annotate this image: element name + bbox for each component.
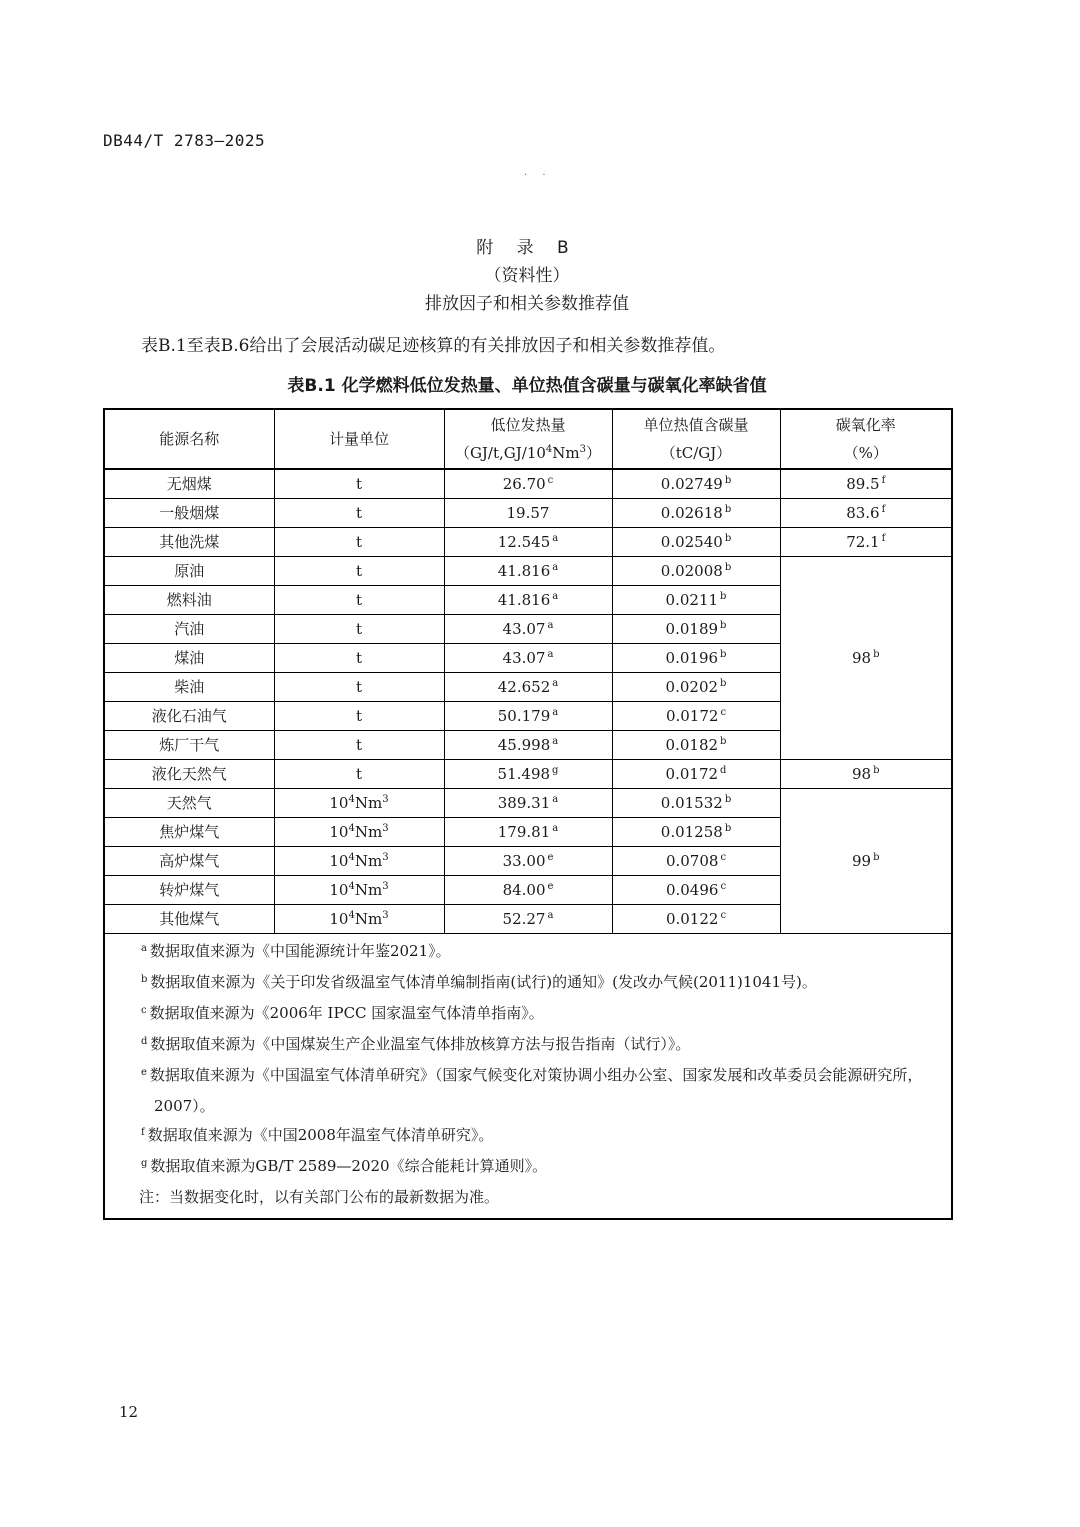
cell-unit: $10^4Nm^3$ bbox=[274, 789, 444, 818]
cell-unit: $10^4Nm^3$ bbox=[274, 905, 444, 934]
cell-energy-name: 其他煤气 bbox=[104, 905, 274, 934]
cell-carbon-content: 0.0196 $^b$ bbox=[612, 644, 780, 673]
cell-carbon-content: 0.01532 $^b$ bbox=[612, 789, 780, 818]
cell-unit: $10^4Nm^3$ bbox=[274, 847, 444, 876]
cell-unit: t bbox=[274, 557, 444, 586]
header-unit: 计量单位 bbox=[274, 409, 444, 469]
cell-heat-value: 179.81 $^a$ bbox=[444, 818, 612, 847]
cell-energy-name: 汽油 bbox=[104, 615, 274, 644]
cell-unit: t bbox=[274, 731, 444, 760]
footnote-g: $^g$ 数据取值来源为GB/T 2589—2020《综合能耗计算通则》。 bbox=[141, 1157, 548, 1175]
cell-carbon-content: 0.02008 $^b$ bbox=[612, 557, 780, 586]
cell-oxidation-rate-merged-oil: 98 $^b$ bbox=[780, 557, 952, 760]
cell-energy-name: 液化天然气 bbox=[104, 760, 274, 789]
cell-heat-value: 19.57 bbox=[444, 499, 612, 528]
cell-heat-value: 45.998 $^a$ bbox=[444, 731, 612, 760]
cell-heat-value: 41.816 $^a$ bbox=[444, 557, 612, 586]
cell-energy-name: 液化石油气 bbox=[104, 702, 274, 731]
cell-unit: t bbox=[274, 702, 444, 731]
cell-unit: t bbox=[274, 673, 444, 702]
cell-heat-value: 33.00 $^e$ bbox=[444, 847, 612, 876]
cell-energy-name: 天然气 bbox=[104, 789, 274, 818]
table-row bbox=[104, 557, 952, 586]
table-row bbox=[104, 760, 952, 789]
cell-heat-value: 389.31 $^a$ bbox=[444, 789, 612, 818]
cell-unit: $10^4Nm^3$ bbox=[274, 818, 444, 847]
cell-unit: t bbox=[274, 499, 444, 528]
cell-heat-value: 41.816 $^a$ bbox=[444, 586, 612, 615]
cell-energy-name: 无烟煤 bbox=[104, 469, 274, 499]
cell-energy-name: 高炉煤气 bbox=[104, 847, 274, 876]
page-number: 12 bbox=[119, 1403, 139, 1421]
cell-energy-name: 焦炉煤气 bbox=[104, 818, 274, 847]
cell-energy-name: 转炉煤气 bbox=[104, 876, 274, 905]
header-heat-line2: $(GJ/t,GJ/10^4Nm^3)$ bbox=[454, 444, 602, 462]
cell-heat-value: 42.652 $^a$ bbox=[444, 673, 612, 702]
document-code: DB44/T 2783—2025 bbox=[103, 131, 266, 150]
cell-unit: $10^4Nm^3$ bbox=[274, 876, 444, 905]
cell-energy-name: 原油 bbox=[104, 557, 274, 586]
table-header-row bbox=[104, 409, 952, 469]
cell-unit: t bbox=[274, 615, 444, 644]
cell-unit: t bbox=[274, 586, 444, 615]
cell-carbon-content: 0.0496 $^c$ bbox=[612, 876, 780, 905]
intro-paragraph: 表B.1至表B.6给出了会展活动碳足迹核算的有关排放因子和相关参数推荐值。 bbox=[141, 336, 726, 356]
cell-carbon-content: 0.0189 $^b$ bbox=[612, 615, 780, 644]
footnote-d: $^d$ 数据取值来源为《中国煤炭生产企业温室气体排放核算方法与报告指南（试行）》。 bbox=[141, 1035, 691, 1053]
final-note: 注：当数据变化时，以有关部门公布的最新数据为准。 bbox=[139, 1188, 500, 1206]
cell-oxidation-rate: 89.5 $^f$ bbox=[780, 469, 952, 499]
cell-unit: t bbox=[274, 644, 444, 673]
table-row bbox=[104, 528, 952, 557]
cell-energy-name: 一般烟煤 bbox=[104, 499, 274, 528]
appendix-nature: （资料性） bbox=[484, 266, 570, 286]
header-energy-name: 能源名称 bbox=[104, 409, 274, 469]
cell-carbon-content: 0.0211 $^b$ bbox=[612, 586, 780, 615]
cell-heat-value: 26.70 $^c$ bbox=[444, 469, 612, 499]
cell-energy-name: 燃料油 bbox=[104, 586, 274, 615]
header-heat-line1: 低位发热量 bbox=[490, 416, 566, 434]
cell-oxidation-rate: 83.6 $^f$ bbox=[780, 499, 952, 528]
emission-factor-table bbox=[103, 408, 953, 1220]
cell-carbon-content: 0.02540 $^b$ bbox=[612, 528, 780, 557]
appendix-title: 排放因子和相关参数推荐值 bbox=[425, 294, 629, 314]
footnote-f: $^f$ 数据取值来源为《中国2008年温室气体清单研究》。 bbox=[141, 1126, 494, 1144]
cell-heat-value: 12.545 $^a$ bbox=[444, 528, 612, 557]
cell-carbon-content: 0.0708 $^c$ bbox=[612, 847, 780, 876]
header-heat-value bbox=[444, 409, 612, 469]
header-carbon-line1: 单位热值含碳量 bbox=[643, 416, 749, 434]
cell-energy-name: 煤油 bbox=[104, 644, 274, 673]
footnote-a: $^a$ 数据取值来源为《中国能源统计年鉴2021》。 bbox=[141, 942, 451, 960]
header-carbon-content bbox=[612, 409, 780, 469]
cell-energy-name: 其他洗煤 bbox=[104, 528, 274, 557]
cell-heat-value: 50.179 $^a$ bbox=[444, 702, 612, 731]
cell-unit: t bbox=[274, 469, 444, 499]
cell-unit: t bbox=[274, 760, 444, 789]
cell-unit: t bbox=[274, 528, 444, 557]
cell-oxidation-rate: 72.1 $^f$ bbox=[780, 528, 952, 557]
footnote-b: $^b$ 数据取值来源为《关于印发省级温室气体清单编制指南(试行)的通知》(发改办气候(2011)1041号)。 bbox=[141, 973, 817, 991]
cell-oxidation-rate-merged-gas: 99 $^b$ bbox=[780, 789, 952, 934]
table-notes bbox=[104, 934, 952, 1220]
cell-carbon-content: 0.0122 $^c$ bbox=[612, 905, 780, 934]
footnote-e: $^e$ 数据取值来源为《中国温室气体清单研究》（国家气候变化对策协调小组办公室、国家发展和改革委员会能源研究所，2007）。 bbox=[141, 1066, 923, 1115]
header-oxidation-line1: 碳氧化率 bbox=[835, 416, 896, 434]
header-oxidation-line2: （%） bbox=[843, 444, 888, 462]
decorative-dots: · · bbox=[524, 170, 552, 181]
table-row bbox=[104, 469, 952, 499]
emission-factor-table-wrap bbox=[103, 408, 951, 1206]
cell-heat-value: 84.00 $^e$ bbox=[444, 876, 612, 905]
table-caption: 表B.1 化学燃料低位发热量、单位热值含碳量与碳氧化率缺省值 bbox=[287, 376, 767, 396]
cell-heat-value: 43.07 $^a$ bbox=[444, 644, 612, 673]
header-oxidation-rate bbox=[780, 409, 952, 469]
table-row bbox=[104, 789, 952, 818]
cell-heat-value: 51.498 $^g$ bbox=[444, 760, 612, 789]
appendix-label: 附 录 B bbox=[476, 238, 578, 258]
header-carbon-line2: （tC/GJ） bbox=[660, 444, 732, 462]
cell-heat-value: 43.07 $^a$ bbox=[444, 615, 612, 644]
cell-carbon-content: 0.01258 $^b$ bbox=[612, 818, 780, 847]
cell-carbon-content: 0.0202 $^b$ bbox=[612, 673, 780, 702]
cell-carbon-content: 0.0172 $^d$ bbox=[612, 760, 780, 789]
table-row bbox=[104, 499, 952, 528]
cell-energy-name: 柴油 bbox=[104, 673, 274, 702]
cell-carbon-content: 0.0182 $^b$ bbox=[612, 731, 780, 760]
footnote-c: $^c$ 数据取值来源为《2006年 IPCC 国家温室气体清单指南》。 bbox=[141, 1004, 544, 1022]
cell-energy-name: 炼厂干气 bbox=[104, 731, 274, 760]
cell-carbon-content: 0.0172 $^c$ bbox=[612, 702, 780, 731]
cell-carbon-content: 0.02618 $^b$ bbox=[612, 499, 780, 528]
cell-heat-value: 52.27 $^a$ bbox=[444, 905, 612, 934]
table-notes-row bbox=[104, 934, 952, 1220]
cell-carbon-content: 0.02749 $^b$ bbox=[612, 469, 780, 499]
cell-oxidation-rate: 98 $^b$ bbox=[780, 760, 952, 789]
